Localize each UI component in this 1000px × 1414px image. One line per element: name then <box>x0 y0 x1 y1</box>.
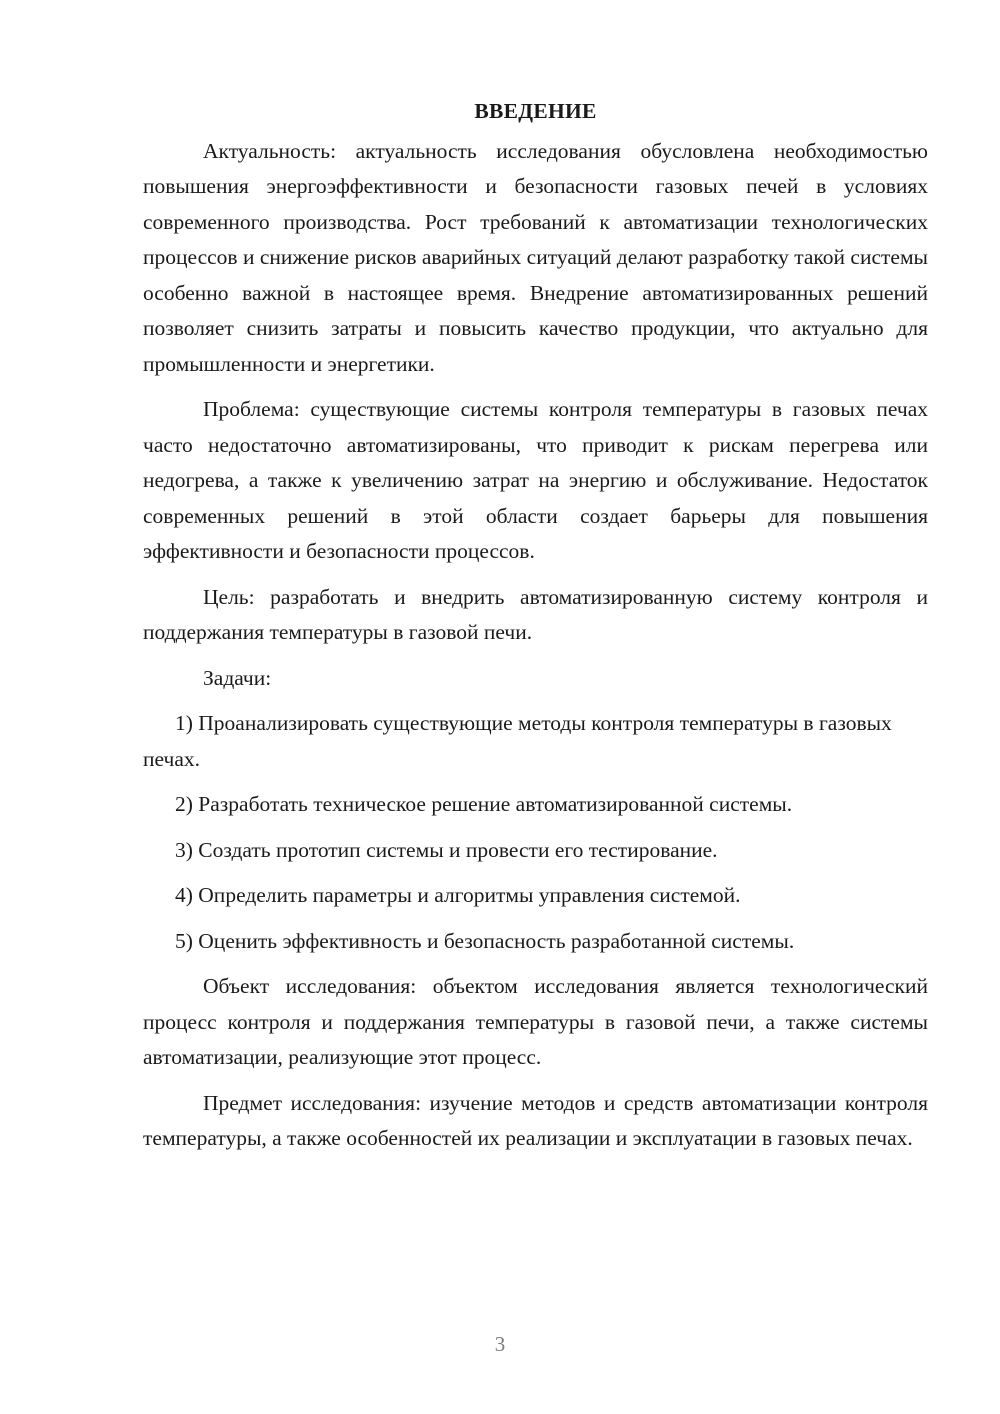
page-number: 3 <box>494 1332 506 1356</box>
list-item: 5) Оценить эффективность и безопасность разработанной системы. <box>175 928 795 953</box>
list-item: 3) Создать прототип системы и провести его тестирование. <box>175 837 718 862</box>
list-item: 1) Проанализировать существующие методы контроля температуры в газовых печах. <box>143 711 892 771</box>
document-page <box>143 94 928 1167</box>
tasks-label: Задачи: <box>203 665 272 690</box>
tasks-list <box>143 706 928 959</box>
problem-paragraph: Проблема: существующие системы контроля температуры в газовых печах часто недостаточно автоматизированы, что приводит к рискам перегрева или недогрева, а также к увеличению затрат на энергию и обслуживание. Недостаток современных решений в этой области создает барьеры для повышения эффективности и безопасности процессов. <box>143 397 928 563</box>
page-title: ВВЕДЕНИЕ <box>474 99 597 123</box>
object-paragraph: Объект исследования: объектом исследования является технологический процесс контроля и поддержания температуры в газовой печи, а также системы автоматизации, реализующие этот процесс. <box>143 974 928 1069</box>
subject-paragraph: Предмет исследования: изучение методов и средств автоматизации контроля температуры, а также особенностей их реализации и эксплуатации в газовых печах. <box>143 1090 928 1150</box>
list-item: 2) Разработать техническое решение автоматизированной системы. <box>175 792 793 816</box>
relevance-paragraph: Актуальность: актуальность исследования обусловлена необходимостью повышения энергоэффективности и безопасности газовых печей в условиях современного производства. Рост требований к автоматизации технологических процессов и снижение рисков аварийных ситуаций делают разработку такой системы особенно важной в настоящее время. Внедрение автоматизированных решений позволяет снизить затраты и повысить качество продукции, что актуально для промышленности и энергетики. <box>143 138 928 376</box>
goal-paragraph: Цель: разработать и внедрить автоматизированную систему контроля и поддержания температуры в газовой печи. <box>143 584 928 644</box>
list-item: 4) Определить параметры и алгоритмы управления системой. <box>175 883 741 907</box>
